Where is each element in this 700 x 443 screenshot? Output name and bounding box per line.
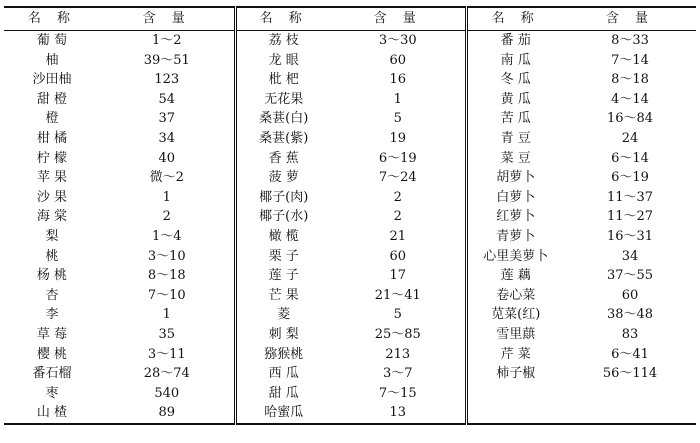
item-content: 37～55 [606, 268, 654, 284]
item-content: 89 [100, 403, 235, 424]
item-name: 香 蕉 [268, 150, 299, 166]
item-content: 54 [100, 90, 235, 110]
item-name: 甜 瓜 [268, 385, 299, 401]
item-content: 8～18 [611, 72, 649, 88]
table-row [4, 325, 696, 345]
item-content: 34 [100, 129, 235, 149]
item-name: 橄 榄 [268, 228, 299, 244]
item-name [466, 403, 564, 424]
item-content: 7～15 [331, 384, 466, 404]
item-name: 青萝卜 [496, 228, 536, 244]
item-content: 24 [621, 130, 639, 146]
item-name: 杏 [45, 287, 59, 303]
table-row [4, 31, 696, 51]
item-content: 8～18 [100, 266, 235, 286]
item-name: 心里美萝卜 [483, 248, 549, 264]
item-name: 青 豆 [500, 130, 531, 146]
item-name: 桑葚(紫) [259, 130, 309, 146]
item-content: 16 [331, 70, 466, 90]
item-content: 3～10 [100, 247, 235, 267]
item-name: 柑 橘 [36, 130, 68, 146]
item-name: 哈蜜瓜 [235, 403, 331, 424]
item-name: 葡 萄 [36, 33, 68, 48]
item-name: 椰子(水) [259, 209, 309, 225]
item-name: 菱 [277, 307, 291, 323]
item-name: 甜 橙 [36, 91, 68, 107]
item-content: 8～33 [611, 33, 649, 48]
header-content-2: 含 量 [331, 7, 466, 31]
item-name: 芹 菜 [500, 346, 531, 362]
item-content: 38～48 [606, 307, 654, 323]
item-content: 3～7 [331, 364, 466, 384]
table-row [4, 286, 696, 306]
item-content: 7～24 [331, 168, 466, 188]
item-name: 椰子(肉) [259, 189, 309, 205]
item-name: 沙 果 [36, 189, 68, 205]
item-content: 7～14 [611, 52, 649, 68]
header-name-1: 名 称 [4, 7, 100, 31]
item-content: 3～11 [100, 345, 235, 365]
item-content: 微～2 [100, 168, 235, 188]
vitamin-content-table [4, 6, 696, 425]
item-content: 11～27 [606, 209, 654, 225]
item-content: 60 [331, 247, 466, 267]
item-content: 1 [331, 90, 466, 110]
item-name: 雪里蕻 [496, 326, 536, 342]
item-content: 1～4 [100, 227, 235, 247]
table-row [4, 305, 696, 325]
item-name: 枇 杷 [268, 72, 299, 88]
item-content: 2 [331, 188, 466, 208]
item-name: 无花果 [264, 91, 304, 107]
table-row [4, 227, 696, 247]
item-content: 5 [331, 109, 466, 129]
table-row [4, 364, 696, 384]
item-name: 番石榴 [32, 366, 72, 382]
item-name: 李 [45, 307, 59, 323]
item-name: 柚 [45, 52, 59, 68]
item-content: 2 [331, 207, 466, 227]
item-content [564, 403, 696, 424]
item-content: 6～41 [611, 346, 649, 362]
item-name: 苦 瓜 [500, 111, 531, 127]
table-row [4, 188, 696, 208]
item-name: 菜 豆 [500, 150, 531, 166]
item-name: 猕猴桃 [264, 346, 304, 362]
item-name: 卷心菜 [496, 287, 536, 303]
item-content: 7～10 [100, 286, 235, 306]
item-name: 红萝卜 [496, 209, 536, 225]
item-name: 草 莓 [36, 326, 68, 342]
item-content: 2 [100, 207, 235, 227]
item-name: 刺 梨 [268, 326, 299, 342]
item-name: 杨 桃 [36, 268, 68, 284]
item-content: 19 [331, 129, 466, 149]
table-row [4, 168, 696, 188]
table-row [4, 384, 696, 404]
header-content-1: 含 量 [100, 7, 235, 31]
item-name: 白萝卜 [496, 189, 536, 205]
item-name: 桑葚(白) [259, 111, 309, 127]
item-content: 540 [100, 384, 235, 404]
item-content: 83 [621, 326, 639, 342]
item-content: 1 [100, 305, 235, 325]
item-name: 山 楂 [4, 403, 100, 424]
item-name: 龙 眼 [268, 52, 299, 68]
table-row [4, 345, 696, 365]
item-name: 荔 枝 [268, 33, 299, 48]
table-row [4, 51, 696, 71]
item-name: 南 瓜 [500, 52, 531, 68]
item-name: 橙 [45, 111, 59, 127]
item-name: 梨 [45, 228, 59, 244]
item-content: 40 [100, 149, 235, 169]
item-name: 栗 子 [268, 248, 299, 264]
item-name: 沙田柚 [32, 72, 72, 88]
item-name: 樱 桃 [36, 346, 68, 362]
item-content: 21～41 [331, 286, 466, 306]
item-content: 60 [331, 51, 466, 71]
item-content: 37 [100, 109, 235, 129]
item-content: 28～74 [100, 364, 235, 384]
item-name: 黄 瓜 [500, 91, 531, 107]
item-name: 菠 萝 [268, 170, 299, 186]
item-content: 16～84 [606, 111, 654, 127]
item-content: 25～85 [331, 325, 466, 345]
item-name: 枣 [45, 385, 59, 401]
item-name: 胡萝卜 [496, 170, 536, 186]
item-name: 莲 藕 [500, 268, 531, 284]
item-content [564, 384, 696, 404]
item-content: 34 [621, 248, 639, 264]
item-content: 1 [100, 188, 235, 208]
item-name [466, 384, 564, 404]
item-name: 西 瓜 [268, 366, 299, 382]
item-name: 莲 子 [268, 268, 299, 284]
table-body [4, 31, 696, 424]
item-name: 冬 瓜 [500, 72, 531, 88]
item-content: 13 [331, 403, 466, 424]
header-row [4, 7, 696, 31]
table-row [4, 266, 696, 286]
item-name: 柿子椒 [496, 366, 536, 382]
item-content: 6～19 [611, 170, 649, 186]
table-row [4, 149, 696, 169]
table-row [4, 207, 696, 227]
table-row [4, 403, 696, 424]
item-content: 21 [331, 227, 466, 247]
item-name: 番 茄 [500, 33, 531, 48]
header-name-3: 名 称 [466, 7, 564, 31]
item-name: 芒 果 [268, 287, 299, 303]
item-name: 海 棠 [36, 209, 68, 225]
item-name: 柠 檬 [36, 150, 68, 166]
item-content: 3～30 [331, 31, 466, 51]
item-content: 39～51 [100, 51, 235, 71]
item-content: 4～14 [611, 91, 649, 107]
item-content: 6～14 [611, 150, 649, 166]
item-name: 苹 果 [36, 170, 68, 186]
table-row [4, 90, 696, 110]
item-name: 苋菜(红) [491, 307, 541, 323]
item-content: 5 [331, 305, 466, 325]
item-content: 213 [331, 345, 466, 365]
item-name: 桃 [45, 248, 59, 264]
item-content: 35 [100, 325, 235, 345]
table-row [4, 247, 696, 267]
item-content: 1～2 [100, 31, 235, 51]
item-content: 60 [621, 287, 639, 303]
item-content: 123 [100, 70, 235, 90]
header-content-3: 含 量 [564, 7, 696, 31]
item-content: 6～19 [331, 149, 466, 169]
item-content: 17 [331, 266, 466, 286]
header-name-2: 名 称 [235, 7, 331, 31]
item-content: 11～37 [606, 189, 654, 205]
item-content: 16～31 [606, 228, 654, 244]
table-row [4, 109, 696, 129]
table-row [4, 129, 696, 149]
item-content: 56～114 [602, 366, 658, 382]
table-row [4, 70, 696, 90]
